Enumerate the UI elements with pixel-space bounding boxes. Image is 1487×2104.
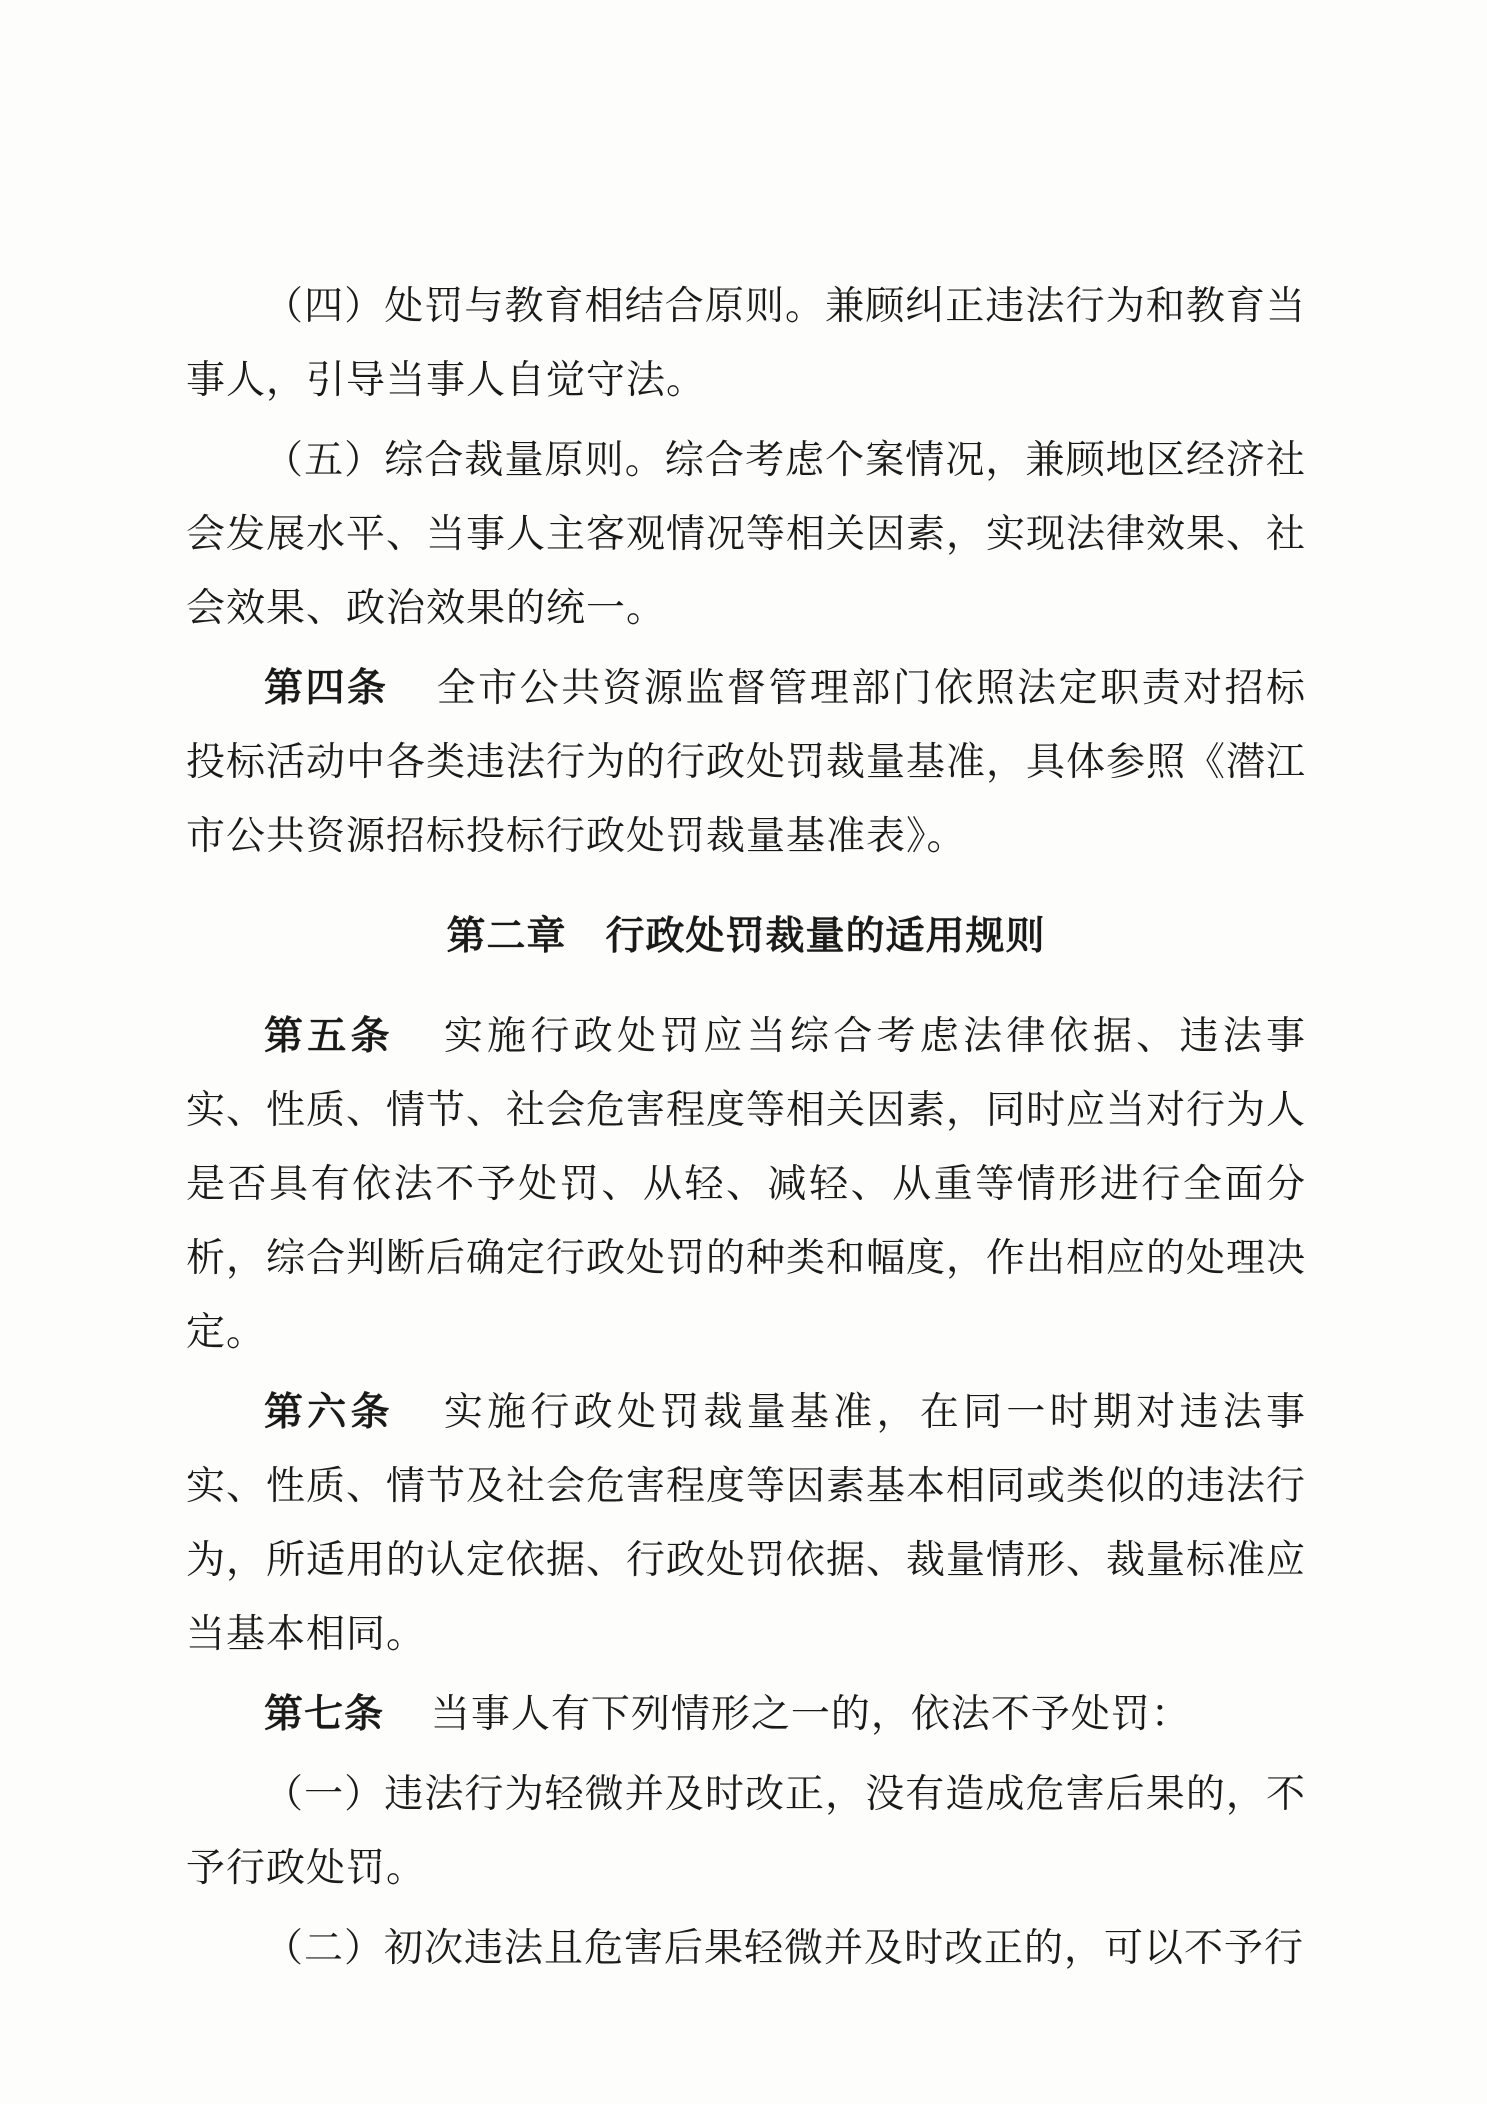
article-text: 当事人有下列情形之一的，依法不予处罚： [430, 1692, 1191, 1737]
paragraph-text: （五）综合裁量原则。综合考虑个案情况，兼顾地区经济社会发展水平、当事人主客观情况等相关因素，实现法律效果、社会效果、政治效果的统一。 [186, 438, 1307, 631]
paragraph-text: （四）处罚与教育相结合原则。兼顾纠正违法行为和教育当事人，引导当事人自觉守法。 [186, 284, 1306, 403]
article-heading: 第五条 [264, 1014, 394, 1059]
article-heading: 第六条 [264, 1390, 394, 1435]
chapter-number: 第二章 [446, 914, 567, 959]
article-4 [186, 652, 1306, 874]
article-text: 实施行政处罚裁量基准，在同一时期对违法事实、性质、情节及社会危害程度等因素基本相同或类似的违法行为，所适用的认定依据、行政处罚依据、裁量情形、裁量标准应当基本相同。 [186, 1390, 1307, 1657]
chapter-title [186, 900, 1306, 974]
chapter-name: 行政处罚裁量的适用规则 [605, 914, 1046, 959]
article-text: 全市公共资源监督管理部门依照法定职责对招标投标活动中各类违法行为的行政处罚裁量基准，具体参照《潜江市公共资源招标投标行政处罚裁量基准表》。 [186, 666, 1307, 859]
paragraph-principle-5 [186, 424, 1306, 646]
article-5 [186, 1000, 1306, 1370]
paragraph-text: （二）初次违法且危害后果轻微并及时改正的，可以不予行 [264, 1926, 1305, 1971]
article-7 [186, 1678, 1306, 1752]
paragraph-principle-4 [186, 270, 1306, 418]
paragraph-text: （一）违法行为轻微并及时改正，没有造成危害后果的，不予行政处罚。 [186, 1772, 1306, 1891]
article-heading: 第七条 [264, 1692, 385, 1737]
document-body [186, 270, 1306, 1986]
article-7-item-1 [186, 1758, 1306, 1906]
article-7-item-2 [186, 1912, 1306, 1986]
article-6 [186, 1376, 1306, 1672]
article-heading: 第四条 [264, 666, 389, 711]
article-text: 实施行政处罚应当综合考虑法律依据、违法事实、性质、情节、社会危害程度等相关因素，同时应当对行为人是否具有依法不予处罚、从轻、减轻、从重等情形进行全面分析，综合判断后确定行政处罚的种类和幅度，作出相应的处理决定。 [186, 1014, 1307, 1355]
